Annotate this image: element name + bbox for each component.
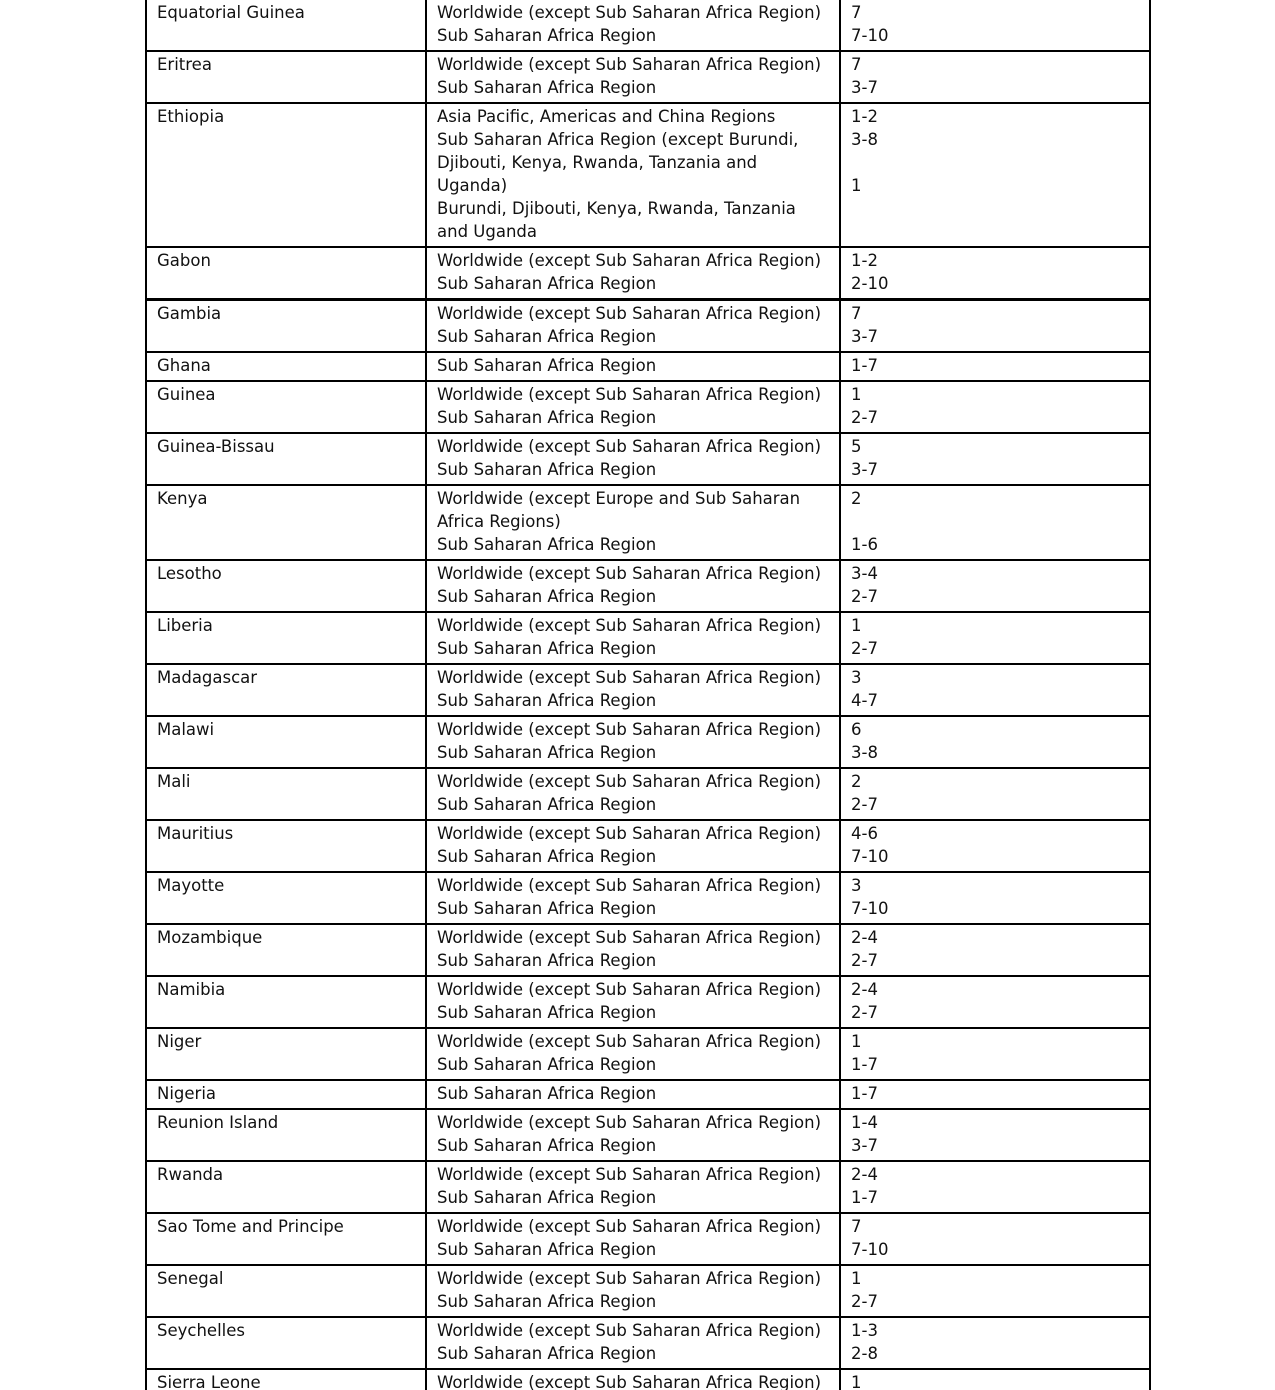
value-cell [840,300,1150,353]
table-body [146,0,1150,1390]
value-line: 2-10 [851,274,889,293]
country-name: Mauritius [157,824,234,843]
value-line: 2-7 [851,1003,878,1022]
value-cell [840,51,1150,103]
value-line: 1-7 [851,1188,878,1207]
country-name: Gambia [157,304,222,323]
region-line: Asia Pacific, Americas and China Regions [437,107,776,126]
region-line: Sub Saharan Africa Region [437,26,657,45]
country-cell [146,976,426,1028]
region-line: Worldwide (except Sub Saharan Africa Region) [437,720,822,739]
value-cell [840,1161,1150,1213]
value-line: 1 [851,385,862,404]
country-cell [146,1028,426,1080]
value-line: 2-4 [851,980,878,999]
table-row [146,1080,1150,1109]
value-cell [840,716,1150,768]
region-line: Worldwide (except Europe and Sub Saharan Africa Regions) [437,489,801,531]
country-cell [146,51,426,103]
region-line: Sub Saharan Africa Region [437,274,657,293]
region-line: Worldwide (except Sub Saharan Africa Region) [437,55,822,74]
country-cell [146,820,426,872]
country-name: Guinea-Bissau [157,437,275,456]
value-line: 3 [851,668,862,687]
value-line: 2-7 [851,587,878,606]
region-cell [426,872,840,924]
country-name: Namibia [157,980,226,999]
table-row [146,1369,1150,1390]
region-cell [426,485,840,560]
country-cell [146,352,426,381]
region-cell [426,1028,840,1080]
region-cell [426,300,840,353]
region-line: Worldwide (except Sub Saharan Africa Region) [437,980,822,999]
table-row [146,560,1150,612]
table-row [146,0,1150,51]
country-cell [146,247,426,300]
value-line: 3-7 [851,460,878,479]
region-line: Sub Saharan Africa Region [437,691,657,710]
region-line: Sub Saharan Africa Region [437,1084,657,1103]
country-cell [146,485,426,560]
country-name: Madagascar [157,668,258,687]
country-cell [146,1109,426,1161]
line-gap [851,510,1139,533]
value-line: 6 [851,720,862,739]
country-cell [146,381,426,433]
value-cell [840,247,1150,300]
region-line: Worldwide (except Sub Saharan Africa Region) [437,616,822,635]
value-line: 3-4 [851,564,878,583]
value-line: 2-7 [851,408,878,427]
value-cell [840,433,1150,485]
value-line: 3-7 [851,327,878,346]
value-line: 7 [851,3,862,22]
country-cell [146,560,426,612]
value-cell [840,976,1150,1028]
region-cell [426,247,840,300]
region-line: Worldwide (except Sub Saharan Africa Region) [437,1269,822,1288]
region-line: Worldwide (except Sub Saharan Africa Region) [437,1113,822,1132]
region-cell [426,716,840,768]
value-line: 1-7 [851,1055,878,1074]
region-line: Sub Saharan Africa Region [437,899,657,918]
region-cell [426,560,840,612]
table-row [146,924,1150,976]
region-line: Sub Saharan Africa Region [437,460,657,479]
value-cell [840,1317,1150,1369]
region-line: Sub Saharan Africa Region [437,1188,657,1207]
table-row [146,1028,1150,1080]
value-line: 7-10 [851,899,889,918]
region-cell [426,976,840,1028]
value-line: 7-10 [851,1240,889,1259]
region-line: Worldwide (except Sub Saharan Africa Region) [437,928,822,947]
country-cell [146,1161,426,1213]
table-row [146,103,1150,247]
country-cell [146,612,426,664]
country-name: Lesotho [157,564,222,583]
country-name: Mayotte [157,876,225,895]
region-cell [426,433,840,485]
value-line: 3-8 [851,130,878,149]
country-cell [146,300,426,353]
region-cell [426,612,840,664]
country-name: Reunion Island [157,1113,279,1132]
value-cell [840,1080,1150,1109]
country-name: Nigeria [157,1084,217,1103]
country-name: Senegal [157,1269,224,1288]
value-line: 1-7 [851,1084,878,1103]
region-line: Sub Saharan Africa Region [437,1136,657,1155]
table-row [146,664,1150,716]
table-row [146,352,1150,381]
region-line: Sub Saharan Africa Region [437,743,657,762]
value-cell [840,1109,1150,1161]
value-line: 4-6 [851,824,878,843]
region-line: Sub Saharan Africa Region [437,1344,657,1363]
table-row [146,1265,1150,1317]
region-line: Sub Saharan Africa Region [437,1240,657,1259]
value-cell [840,768,1150,820]
country-cell [146,872,426,924]
country-cell [146,924,426,976]
value-line: 1 [851,1269,862,1288]
region-line: Worldwide (except Sub Saharan Africa Region) [437,437,822,456]
table-row [146,612,1150,664]
value-line: 4-7 [851,691,878,710]
region-line: Worldwide (except Sub Saharan Africa Region) [437,668,822,687]
country-name: Malawi [157,720,215,739]
value-line: 1-3 [851,1321,878,1340]
region-line: Worldwide (except Sub Saharan Africa Region) [437,385,822,404]
country-cell [146,0,426,51]
table-row [146,716,1150,768]
region-cell [426,1265,840,1317]
country-cell [146,1317,426,1369]
region-line: Worldwide (except Sub Saharan Africa Region) [437,3,822,22]
region-line: Sub Saharan Africa Region [437,847,657,866]
table-row [146,768,1150,820]
region-cell [426,924,840,976]
country-cell [146,1213,426,1265]
value-line: 2-7 [851,951,878,970]
value-line: 3-8 [851,743,878,762]
country-name: Sao Tome and Principe [157,1217,344,1236]
region-line: Worldwide (except Sub Saharan Africa Region) [437,1373,822,1390]
table-row [146,1109,1150,1161]
country-cell [146,1265,426,1317]
region-line: Sub Saharan Africa Region [437,1055,657,1074]
value-line: 1 [851,1373,862,1390]
value-line: 2-4 [851,928,878,947]
region-line: Worldwide (except Sub Saharan Africa Region) [437,1321,822,1340]
country-name: Niger [157,1032,202,1051]
country-cell [146,716,426,768]
value-cell [840,103,1150,247]
table-row [146,51,1150,103]
country-cell [146,1080,426,1109]
value-line: 1-2 [851,251,878,270]
value-line: 2 [851,772,862,791]
value-cell [840,1213,1150,1265]
value-line: 7 [851,304,862,323]
region-line: Sub Saharan Africa Region [437,356,657,375]
region-cell [426,103,840,247]
value-cell [840,0,1150,51]
region-cell [426,1317,840,1369]
country-name: Ethiopia [157,107,225,126]
value-line: 3 [851,876,862,895]
region-line: Worldwide (except Sub Saharan Africa Region) [437,1032,822,1051]
line-gap [851,151,1139,174]
region-line: Sub Saharan Africa Region [437,535,657,554]
value-cell [840,820,1150,872]
table-row [146,976,1150,1028]
country-name: Kenya [157,489,208,508]
value-cell [840,1369,1150,1390]
value-cell [840,352,1150,381]
region-cell [426,664,840,716]
value-line: 2-7 [851,1292,878,1311]
region-cell [426,820,840,872]
table-row [146,820,1150,872]
table-row [146,485,1150,560]
value-line: 3-7 [851,78,878,97]
value-line: 1 [851,176,862,195]
region-line: Sub Saharan Africa Region [437,639,657,658]
value-cell [840,1265,1150,1317]
value-line: 7 [851,1217,862,1236]
region-line: Sub Saharan Africa Region [437,587,657,606]
value-line: 2 [851,489,862,508]
country-cell [146,433,426,485]
region-line: Worldwide (except Sub Saharan Africa Region) [437,876,822,895]
region-line: Worldwide (except Sub Saharan Africa Region) [437,1165,822,1184]
value-line: 1-7 [851,356,878,375]
region-cell [426,1213,840,1265]
region-cell [426,381,840,433]
table-row [146,872,1150,924]
country-name: Mozambique [157,928,263,947]
region-line: Sub Saharan Africa Region [437,78,657,97]
country-name: Ghana [157,356,211,375]
region-line: Sub Saharan Africa Region [437,408,657,427]
value-line: 3-7 [851,1136,878,1155]
table-row [146,300,1150,353]
table-row [146,247,1150,300]
country-name: Sierra Leone [157,1373,261,1390]
region-line: Sub Saharan Africa Region [437,327,657,346]
region-line: Sub Saharan Africa Region [437,951,657,970]
value-cell [840,924,1150,976]
country-name: Mali [157,772,191,791]
table-row [146,1161,1150,1213]
region-line: Worldwide (except Sub Saharan Africa Region) [437,1217,822,1236]
region-line: Worldwide (except Sub Saharan Africa Region) [437,251,822,270]
region-cell [426,1080,840,1109]
value-cell [840,872,1150,924]
value-line: 1-2 [851,107,878,126]
value-cell [840,1028,1150,1080]
value-line: 5 [851,437,862,456]
region-line: Sub Saharan Africa Region [437,1003,657,1022]
region-cell [426,1161,840,1213]
value-line: 7 [851,55,862,74]
table-row [146,1317,1150,1369]
region-cell [426,1369,840,1390]
table-row [146,381,1150,433]
value-line: 1 [851,616,862,635]
region-cell [426,51,840,103]
value-cell [840,560,1150,612]
country-name: Eritrea [157,55,212,74]
country-cell [146,103,426,247]
region-line: Worldwide (except Sub Saharan Africa Region) [437,824,822,843]
region-line: Worldwide (except Sub Saharan Africa Region) [437,304,822,323]
value-line: 7-10 [851,26,889,45]
value-cell [840,612,1150,664]
country-name: Guinea [157,385,216,404]
value-cell [840,664,1150,716]
region-line: Sub Saharan Africa Region [437,795,657,814]
table-row [146,433,1150,485]
value-line: 1-6 [851,535,878,554]
region-line: Worldwide (except Sub Saharan Africa Region) [437,564,822,583]
value-line: 7-10 [851,847,889,866]
country-cell [146,664,426,716]
value-line: 2-7 [851,639,878,658]
value-line: 2-4 [851,1165,878,1184]
country-name: Liberia [157,616,213,635]
region-cell [426,0,840,51]
region-line: Burundi, Djibouti, Kenya, Rwanda, Tanzania and Uganda [437,199,796,241]
country-name: Gabon [157,251,211,270]
value-cell [840,381,1150,433]
value-line: 1 [851,1032,862,1051]
value-line: 2-7 [851,795,878,814]
region-line: Worldwide (except Sub Saharan Africa Region) [437,772,822,791]
value-cell [840,485,1150,560]
table-row [146,1213,1150,1265]
country-name: Seychelles [157,1321,245,1340]
country-cell [146,1369,426,1390]
region-cell [426,1109,840,1161]
region-cell [426,768,840,820]
region-cell [426,352,840,381]
country-region-table [145,0,1151,1390]
region-line: Sub Saharan Africa Region [437,1292,657,1311]
country-name: Rwanda [157,1165,224,1184]
value-line: 2-8 [851,1344,878,1363]
region-line: Sub Saharan Africa Region (except Burundi, Djibouti, Kenya, Rwanda, Tanzania and Uganda) [437,130,799,195]
country-cell [146,768,426,820]
country-name: Equatorial Guinea [157,3,305,22]
value-line: 1-4 [851,1113,878,1132]
line-gap [851,197,1139,220]
